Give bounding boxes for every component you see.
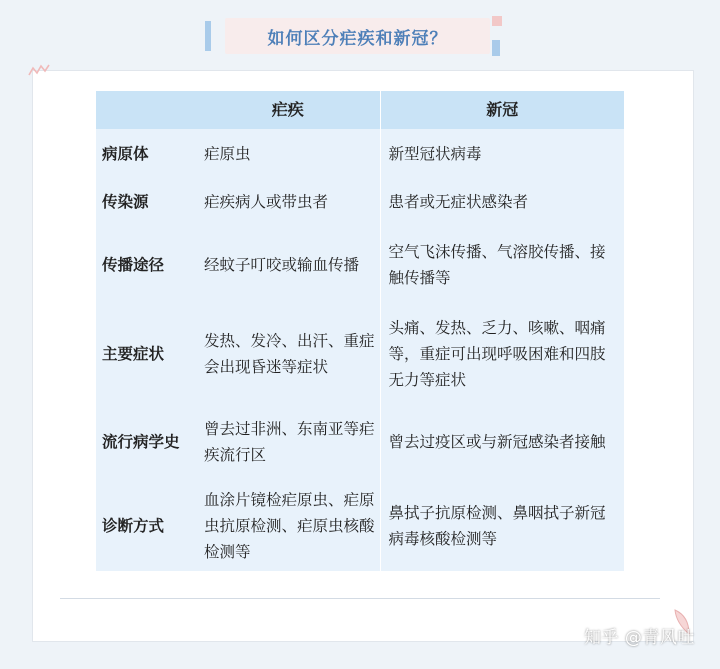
title-accent-bar xyxy=(205,21,211,51)
title-deco-square-blue xyxy=(492,40,500,56)
row-key: 传播途径 xyxy=(96,225,196,305)
malaria-cell: 曾去过非洲、东南亚等疟疾流行区 xyxy=(196,403,380,481)
header-empty-cell xyxy=(96,91,196,129)
bottom-divider xyxy=(60,598,660,599)
title-banner xyxy=(205,18,495,54)
malaria-cell: 血涂片镜检疟原虫、疟原虫抗原检测、疟原虫核酸检测等 xyxy=(196,481,380,571)
row-key: 诊断方式 xyxy=(96,481,196,571)
row-key: 病原体 xyxy=(96,129,196,179)
covid-cell: 患者或无症状感染者 xyxy=(380,179,624,225)
table-row xyxy=(96,403,624,481)
watermark: 知乎 @青风吐 xyxy=(584,628,695,648)
comparison-table xyxy=(96,91,624,571)
table-row xyxy=(96,225,624,305)
table-row xyxy=(96,305,624,403)
covid-cell: 曾去过疫区或与新冠感染者接触 xyxy=(380,403,624,481)
row-key: 主要症状 xyxy=(96,305,196,403)
covid-cell: 头痛、发热、乏力、咳嗽、咽痛等，重症可出现呼吸困难和四肢无力等症状 xyxy=(380,305,624,403)
header-malaria: 疟疾 xyxy=(196,91,380,129)
title-box xyxy=(225,18,490,54)
table-header-row xyxy=(96,91,624,129)
table-row xyxy=(96,129,624,179)
row-key: 传染源 xyxy=(96,179,196,225)
page-title: 如何区分疟疾和新冠？ xyxy=(267,28,448,49)
malaria-cell: 疟疾病人或带虫者 xyxy=(196,179,380,225)
malaria-cell: 发热、发冷、出汗、重症会出现昏迷等症状 xyxy=(196,305,380,403)
table-row xyxy=(96,481,624,571)
malaria-cell: 疟原虫 xyxy=(196,129,380,179)
row-key: 流行病学史 xyxy=(96,403,196,481)
covid-cell: 鼻拭子抗原检测、鼻咽拭子新冠病毒核酸检测等 xyxy=(380,481,624,571)
covid-cell: 新型冠状病毒 xyxy=(380,129,624,179)
header-covid: 新冠 xyxy=(380,91,624,129)
zigzag-deco-icon xyxy=(28,64,52,76)
title-deco-square-pink xyxy=(492,16,502,26)
table-row xyxy=(96,179,624,225)
covid-cell: 空气飞沫传播、气溶胶传播、接触传播等 xyxy=(380,225,624,305)
malaria-cell: 经蚊子叮咬或输血传播 xyxy=(196,225,380,305)
